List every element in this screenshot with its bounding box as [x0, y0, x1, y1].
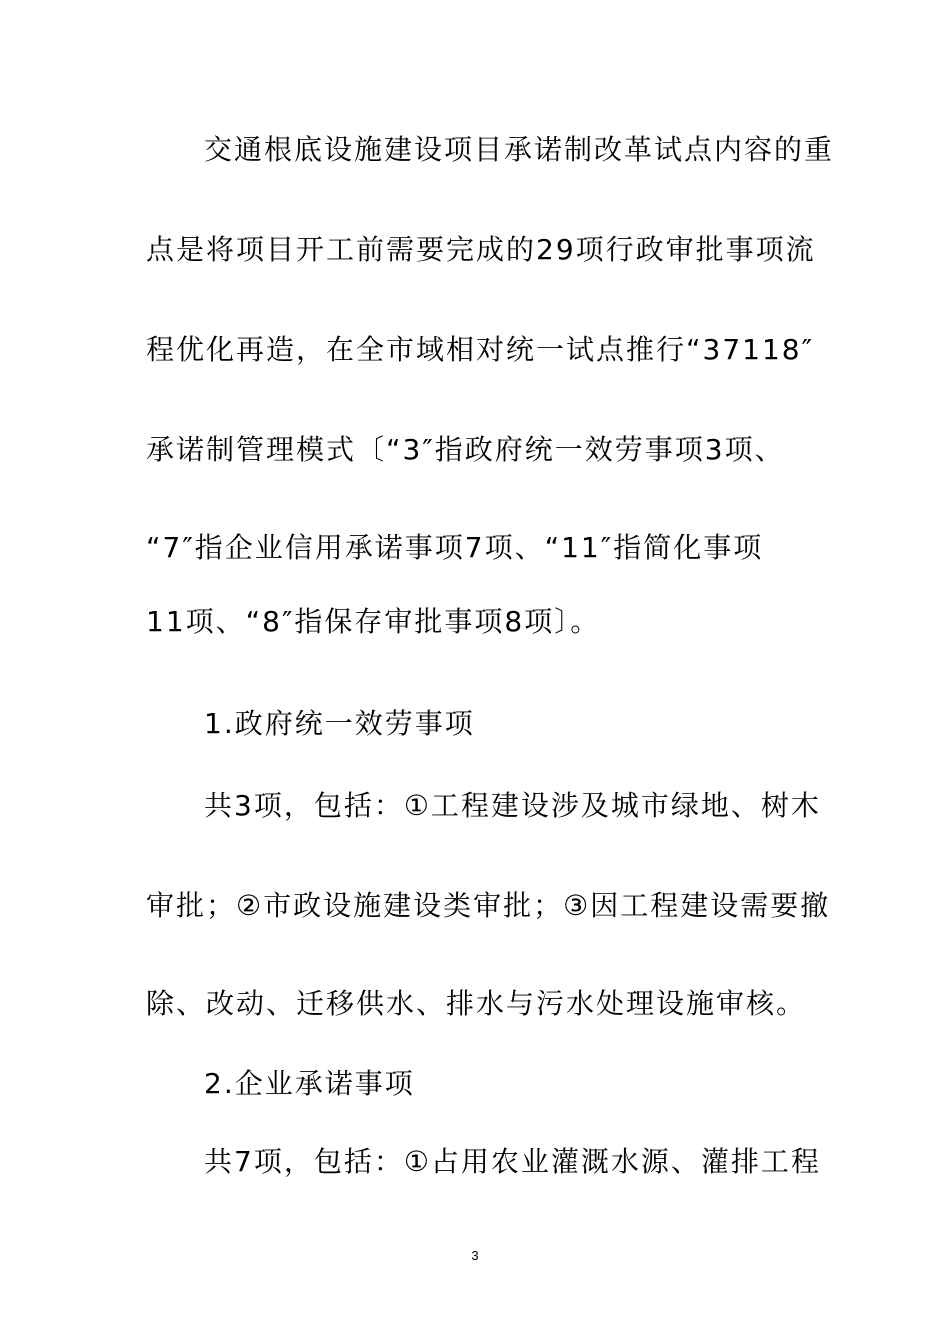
- paragraph-intro-line-5: “7″指企业信用承诺事项7项、“11″指简化事项: [146, 531, 764, 564]
- section-2-line-1: 共7项，包括：①占用农业灌溉水源、灌排工程: [204, 1145, 821, 1178]
- section-1-line-2: 审批；②市政设施建设类审批；③因工程建设需要撤: [146, 889, 831, 922]
- paragraph-intro-line-1: 交通根底设施建设项目承诺制改革试点内容的重: [204, 133, 835, 166]
- paragraph-intro-line-6: 11项、“8″指保存审批事项8项〕。: [146, 605, 601, 638]
- page-number: 3: [471, 1248, 479, 1263]
- paragraph-intro-line-3: 程优化再造，在全市域相对统一试点推行“37118″: [146, 333, 815, 366]
- section-1-line-3: 除、改动、迁移供水、排水与污水处理设施审核。: [146, 987, 807, 1020]
- section-heading-2: 2.企业承诺事项: [204, 1067, 415, 1100]
- section-1-line-1: 共3项，包括：①工程建设涉及城市绿地、树木: [204, 789, 821, 822]
- paragraph-intro-line-4: 承诺制管理模式〔“3″指政府统一效劳事项3项、: [146, 433, 785, 466]
- section-heading-1: 1.政府统一效劳事项: [204, 707, 475, 740]
- paragraph-intro-line-2: 点是将项目开工前需要完成的29项行政审批事项流: [146, 233, 816, 266]
